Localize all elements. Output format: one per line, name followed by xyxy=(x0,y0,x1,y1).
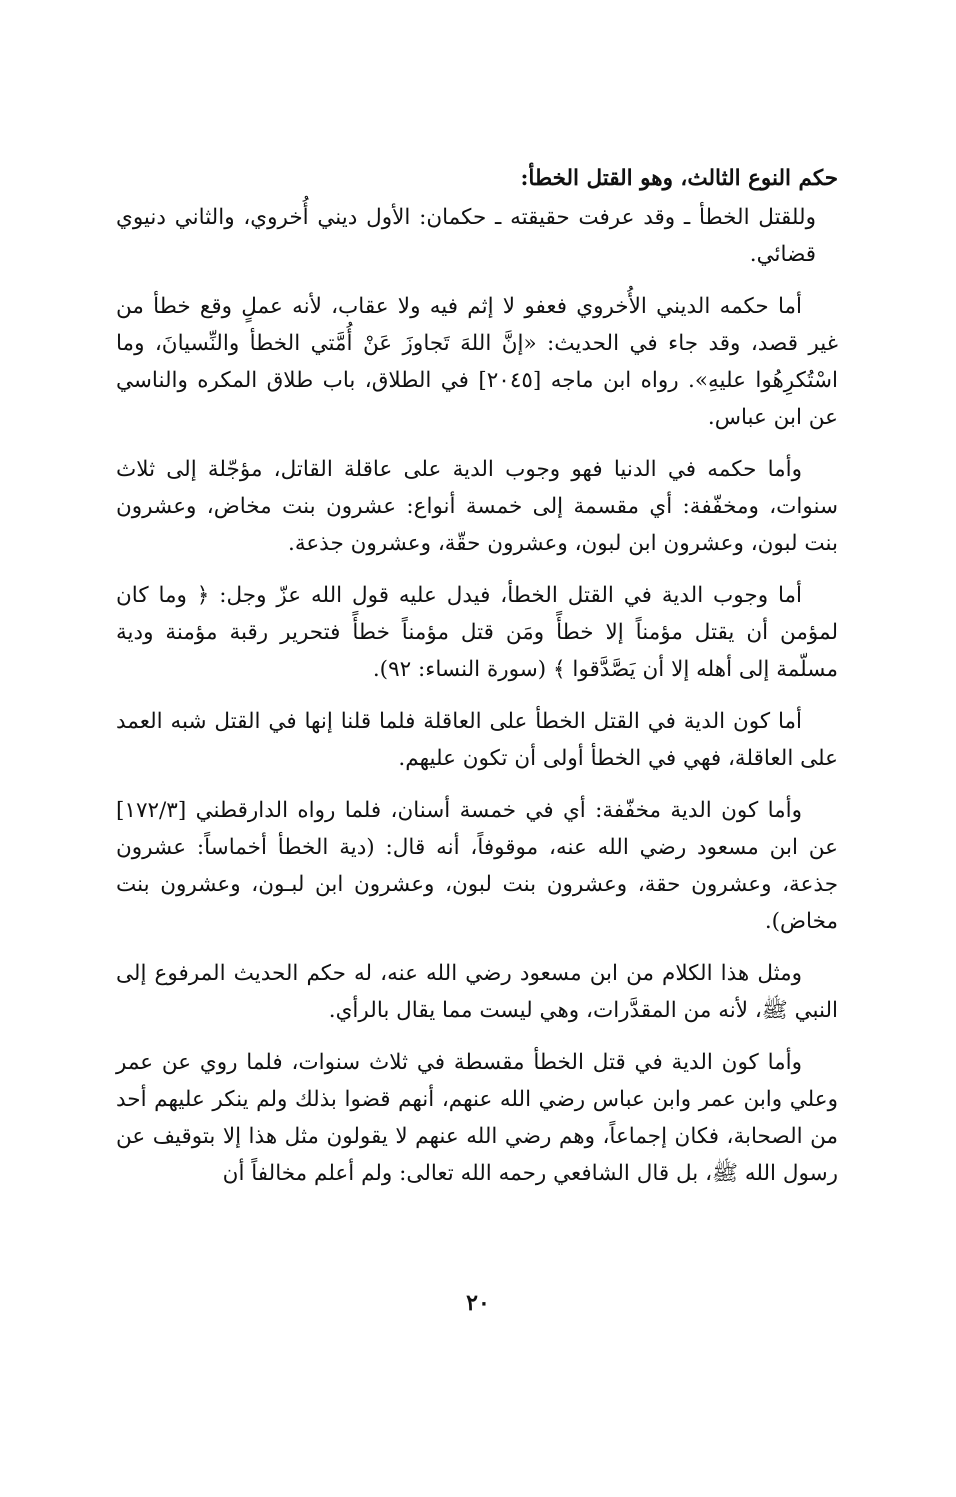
paragraph: أما وجوب الدية في القتل الخطأ، فيدل عليه قول الله عزّ وجل: ﴿ وما كان لمؤمن أن يقتل مؤمناً إلا خطأً ومَن قتل مؤمناً خطأً فتحرير رقبة مؤمنة ودية مسلّمة إلى أهله إلا أن يَصَّدَّقوا ﴾ (سورة النساء: ٩٢). xyxy=(116,583,838,682)
page-body xyxy=(116,160,838,1207)
paragraph: وأما كون الدية مخفّفة: أي في خمسة أسنان، فلما رواه الدارقطني [١٧٢/٣] عن ابن مسعود رضي الله عنه، موقوفاً، أنه قال: (دية الخطأ أخماساً: عشرون جذعة، وعشرون حقة، وعشرون بنت لبون، وعشرون ابن لبـون، وعشرون بنت مخاض). xyxy=(116,798,838,934)
paragraph: وأما حكمه في الدنيا فهو وجوب الدية على عاقلة القاتل، مؤجّلة إلى ثلاث سنوات، ومخفّفة: أي مقسمة إلى خمسة أنواع: عشرون بنت مخاض، وعشرون بنت لبون، وعشرون ابن لبون، وعشرون حقّة، وعشرون جذعة. xyxy=(116,457,838,556)
paragraph: أما حكمه الديني الأُخروي فعفو لا إثم فيه ولا عقاب، لأنه عملٍ وقع خطأ من غير قصد، وقد جاء في الحديث: «إنَّ اللهَ تَجاوزَ عَنْ أُمَّتي الخطأ والنِّسيانَ، وما اسْتُكرِهُوا عليهِ». رواه ابن ماجه [٢٠٤٥] في الطلاق، باب طلاق المكره والناسي عن ابن عباس. xyxy=(116,294,838,430)
paragraph: أما كون الدية في القتل الخطأ على العاقلة فلما قلنا إنها في القتل شبه العمد على العاقلة، فهي في الخطأ أولى أن تكون عليهم. xyxy=(116,709,838,771)
paragraph: ومثل هذا الكلام من ابن مسعود رضي الله عنه، له حكم الحديث المرفوع إلى النبي ﷺ، لأنه من المقدَّرات، وهي ليست مما يقال بالرأي. xyxy=(116,961,838,1023)
page-number: ٢٠ xyxy=(466,1290,490,1316)
paragraph: وأما كون الدية في قتل الخطأ مقسطة في ثلاث سنوات، فلما روي عن عمر وعلي وابن عمر وابن عباس رضي الله عنهم، أنهم قضوا بذلك ولم ينكر عليهم أحد من الصحابة، فكان إجماعاً، وهم رضي الله عنهم لا يقولون مثل هذا إلا بتوقيف عن رسول الله ﷺ، بل قال الشافعي رحمه الله تعالى: ولم أعلم مخالفاً أن xyxy=(116,1050,838,1186)
section-heading: حكم النوع الثالث، وهو القتل الخطأ: xyxy=(520,166,838,191)
paragraph: وللقتل الخطأ ـ وقد عرفت حقيقته ـ حكمان: الأول ديني أُخروي، والثاني دنيوي قضائي. xyxy=(116,205,816,267)
